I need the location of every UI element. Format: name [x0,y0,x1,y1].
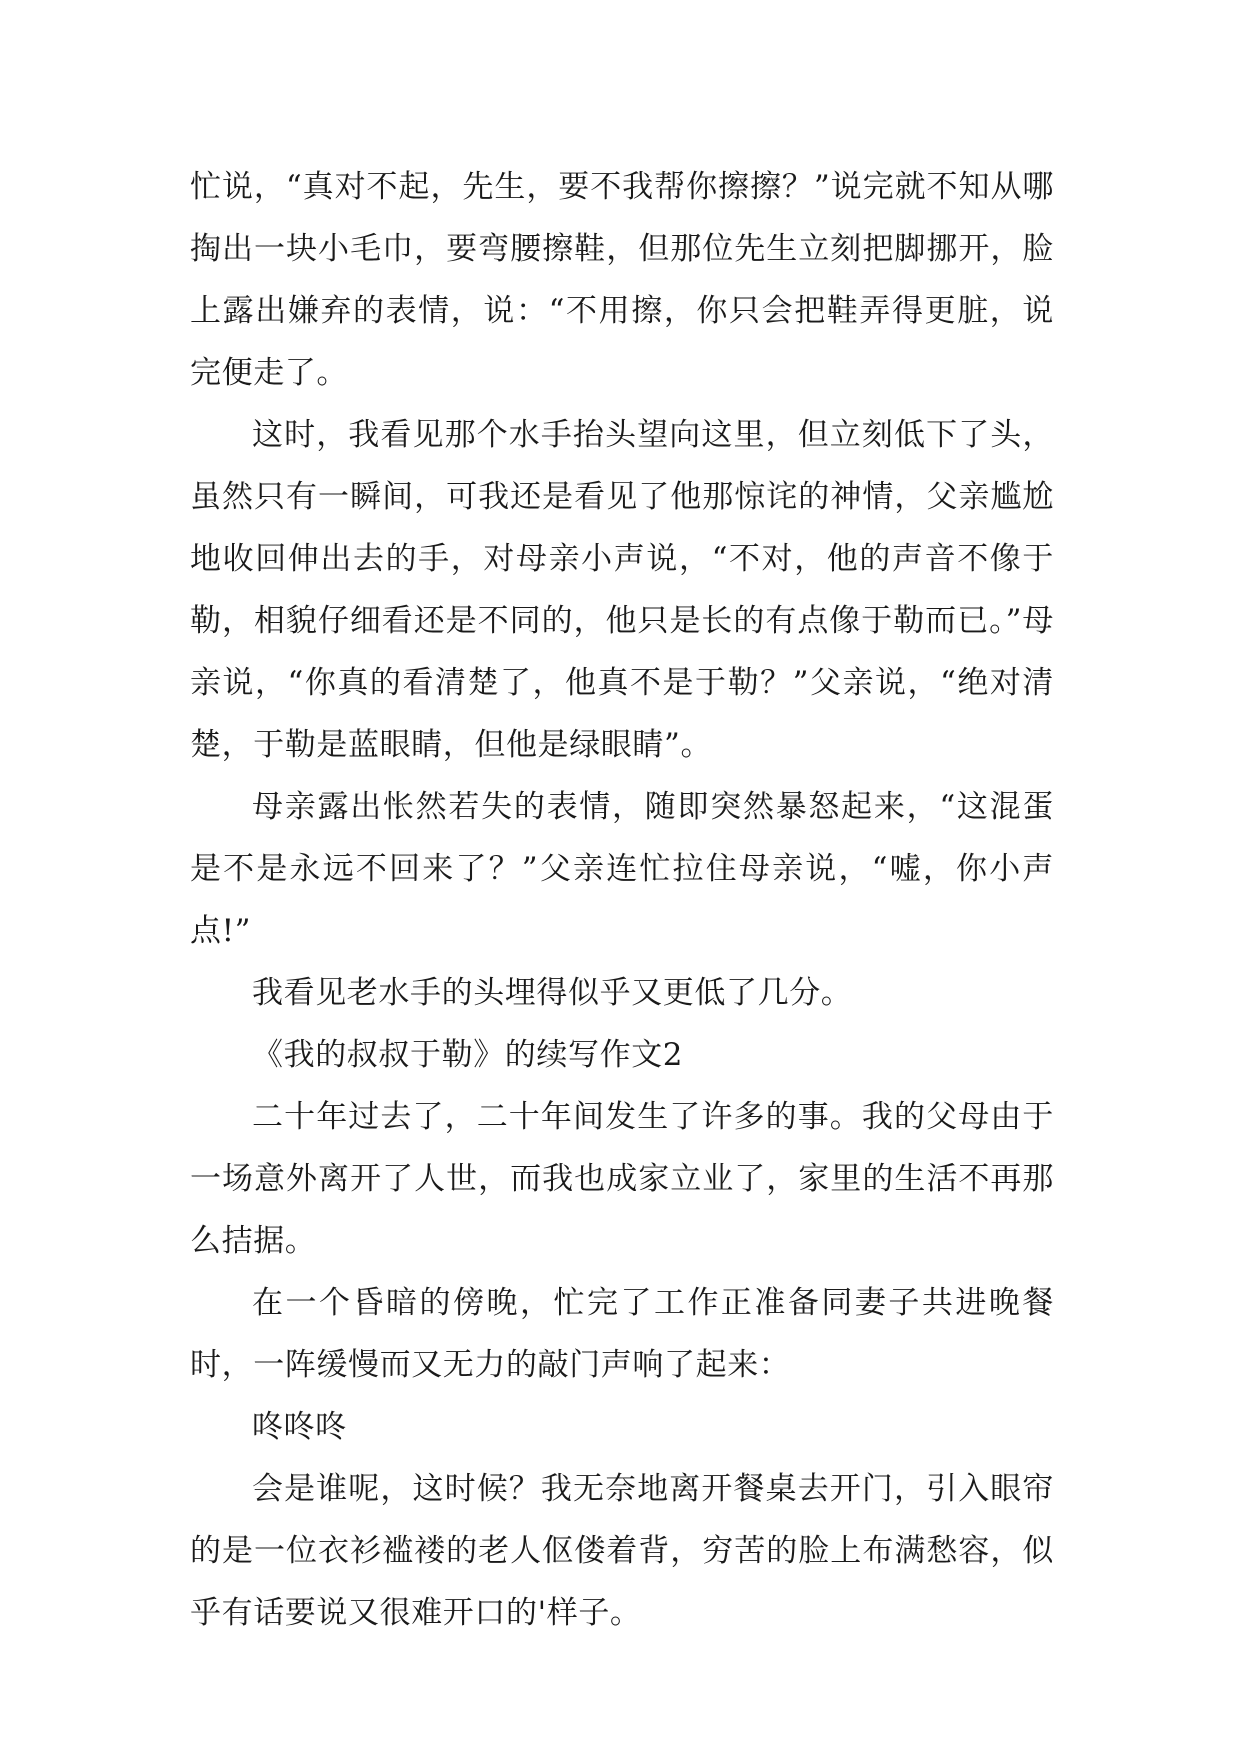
paragraph: 这时，我看见那个水手抬头望向这里，但立刻低下了头，虽然只有一瞬间，可我还是看见了他那惊诧的神情，父亲尴尬地收回伸出去的手，对母亲小声说，“不对，他的声音不像于勒，相貌仔细看还是不同的，他只是长的有点像于勒而已。”母亲说，“你真的看清楚了，他真不是于勒？”父亲说，“绝对清楚，于勒是蓝眼睛，但他是绿眼睛”。 [190,417,1054,763]
paragraph: 会是谁呢，这时候？我无奈地离开餐桌去开门，引入眼帘的是一位衣衫褴褛的老人伛偻着背，穷苦的脸上布满愁容，似乎有话要说又很难开口的'样子。 [190,1471,1054,1631]
paragraph: 咚咚咚 [252,1409,347,1445]
paragraph: 在一个昏暗的傍晚，忙完了工作正准备同妻子共进晚餐时，一阵缓慢而又无力的敲门声响了起来： [190,1285,1054,1383]
document-body [190,156,1054,1644]
paragraph: 母亲露出怅然若失的表情，随即突然暴怒起来，“这混蛋是不是永远不回来了？”父亲连忙拉住母亲说，“嘘，你小声点!” [190,789,1054,949]
paragraph: 我看见老水手的头埋得似乎又更低了几分。 [252,975,853,1011]
paragraph: 忙说，“真对不起，先生，要不我帮你擦擦？”说完就不知从哪掏出一块小毛巾，要弯腰擦鞋，但那位先生立刻把脚挪开，脸上露出嫌弃的表情，说：“不用擦，你只会把鞋弄得更脏，说完便走了。 [190,169,1054,391]
paragraph: 二十年过去了，二十年间发生了许多的事。我的父母由于一场意外离开了人世，而我也成家立业了，家里的生活不再那么拮据。 [190,1099,1054,1259]
section-heading: 《我的叔叔于勒》的续写作文2 [252,1037,684,1073]
